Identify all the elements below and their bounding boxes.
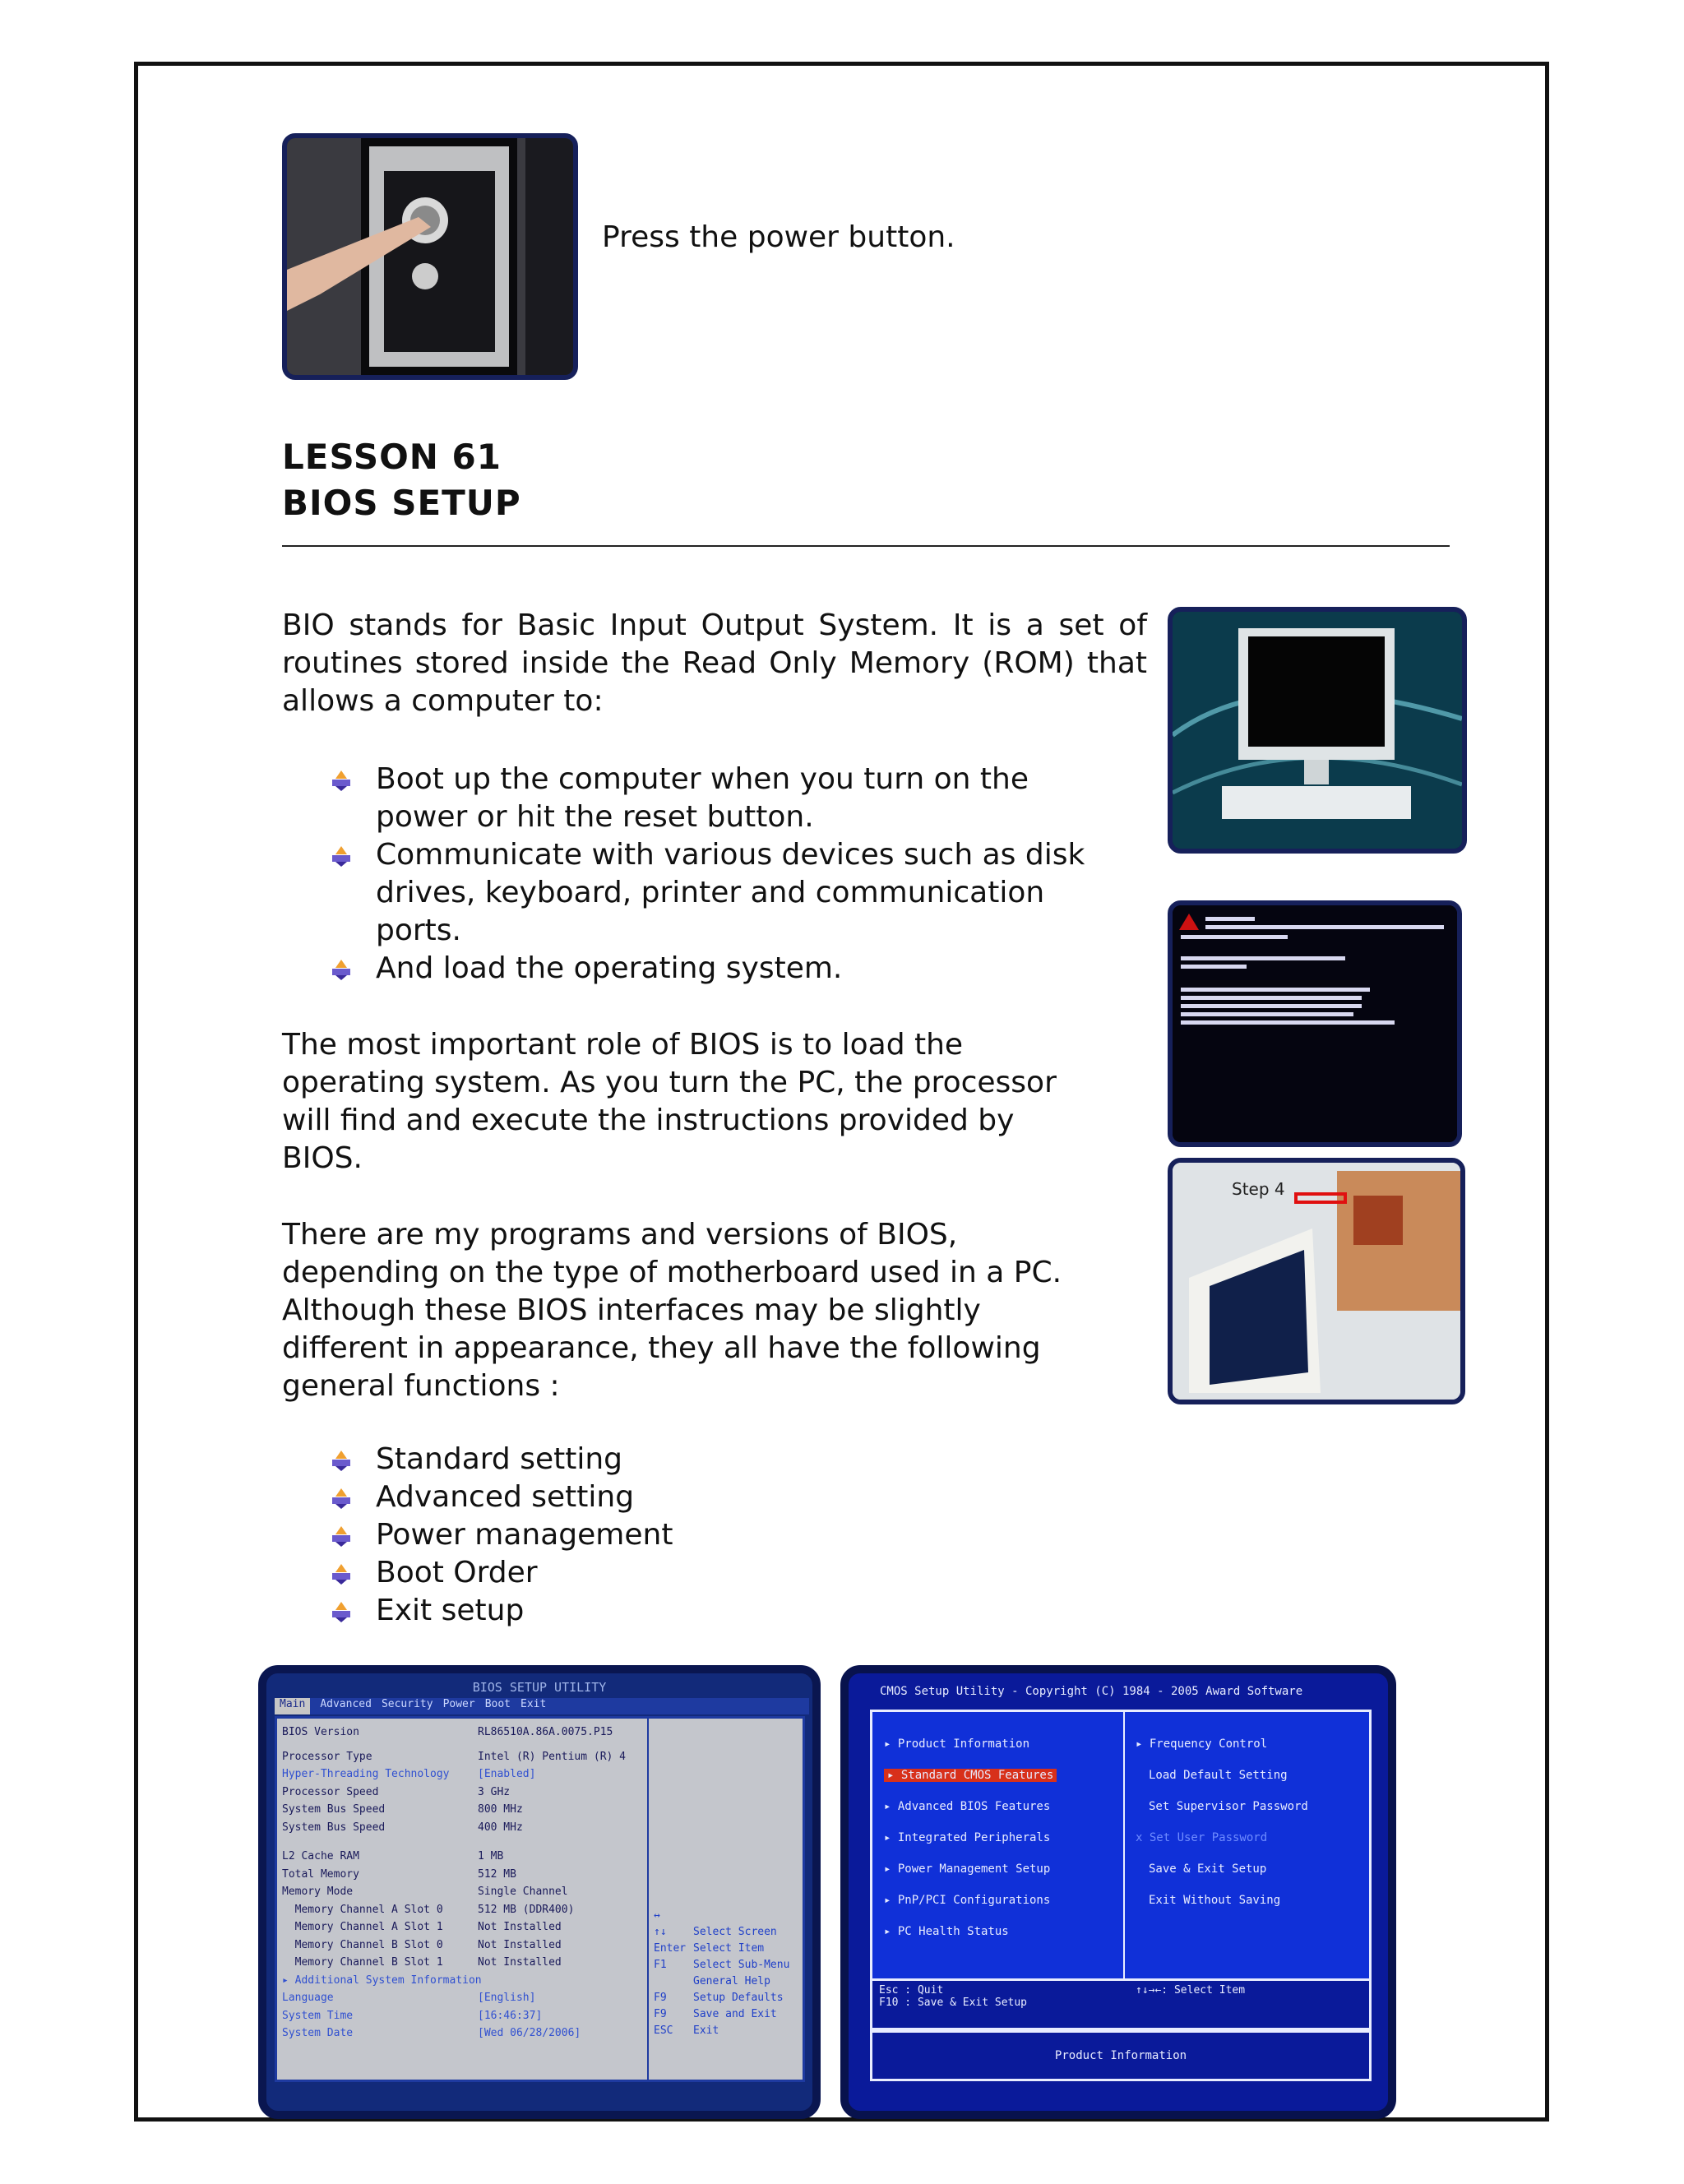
cmos-menu-item[interactable]: x Set User Password [1136,1831,1268,1844]
row-value: Not Installed [478,1921,562,1933]
row-label: Memory Channel B Slot 1 [282,1956,443,1969]
bullet-icon [329,1525,354,1548]
row-value: Not Installed [478,1938,562,1951]
row-value: Single Channel [478,1886,568,1898]
row-label[interactable]: Language [282,1992,334,2004]
row-value: RL86510A.86A.0075.P15 [478,1726,613,1738]
row-value: 400 MHz [478,1821,523,1834]
cmos-menu-item[interactable]: Set Supervisor Password [1149,1800,1308,1813]
lesson-title: BIOS SETUP [282,483,521,523]
top-caption: Press the power button. [602,220,955,254]
list-item: Advanced setting [329,1478,673,1516]
lesson-heading [282,434,521,526]
row-value[interactable]: [Wed 06/28/2006] [478,2027,581,2039]
row-label: Processor Type [282,1750,372,1763]
row-value[interactable]: [English] [478,1992,536,2004]
cmos-menu-item[interactable]: ▸ Frequency Control [1136,1737,1268,1751]
row-label: Memory Channel A Slot 1 [282,1921,443,1933]
row-value: 512 MB [478,1867,516,1881]
motherboard-step-photo [1168,1158,1465,1404]
bios-setup-utility-screenshot [258,1665,821,2119]
row-value: Not Installed [478,1956,562,1969]
list-item: Power management [329,1516,673,1554]
cmos-menu-panel [870,1710,1372,1981]
row-value: 800 MHz [478,1803,523,1816]
tab-security[interactable]: Security [381,1698,433,1710]
bullet-icon [329,1562,354,1585]
row-value[interactable]: [Enabled] [478,1768,536,1780]
row-label[interactable]: Hyper-Threading Technology [282,1768,450,1780]
row-value: 1 MB [478,1850,504,1862]
list-item: Boot Order [329,1554,673,1592]
row-label: Total Memory [282,1867,359,1881]
cmos-status-bar: Product Information [870,2030,1372,2081]
list-item: Standard setting [329,1441,673,1478]
cmos-menu-item[interactable]: ▸ PC Health Status [884,1925,1009,1938]
bios-role-paragraph: The most important role of BIOS is to load the operating system. As you turn the PC, the processor will find and execute the instructions provided by BIOS. [282,1028,1057,1175]
bios-tabbar [275,1698,809,1714]
cmos-menu-item[interactable]: Exit Without Saving [1149,1894,1281,1907]
tab-main[interactable]: Main [275,1698,310,1714]
heading-divider [282,545,1450,547]
intro-paragraph: BIO stands for Basic Input Output System. It is a set of routines stored inside the Read Only Memory (ROM) that allows a computer to: [282,608,1147,718]
tab-advanced[interactable]: Advanced [320,1698,372,1710]
cmos-menu-item[interactable]: ▸ Product Information [884,1737,1030,1751]
cmos-key-footer: Esc : Quit F10 : Save & Exit Setup ↑↓→←: Select Item [870,1979,1372,2030]
row-label: Processor Speed [282,1785,379,1798]
row-label: System Bus Speed [282,1821,386,1834]
bios-key-help: ↔ ↑↓ Select Screen Enter Select Item F1 Select Sub-Menu General Help F9 Setup Defaults F9 Save and Exit ESC Exit [654,1909,790,2037]
cmos-menu-item[interactable]: ▸ Advanced BIOS Features [884,1800,1051,1813]
list-item: Communicate with various devices such as disk drives, keyboard, printer and communication ports. [329,836,1110,950]
cmos-menu-item[interactable]: Load Default Setting [1149,1769,1288,1782]
lesson-number: LESSON 61 [282,437,502,477]
bios-info-rows [282,1724,644,2043]
bullet-icon [329,958,354,981]
bios-post-screen-photo [1168,900,1462,1147]
bios-help-column [647,1719,649,2080]
row-label[interactable]: System Date [282,2027,354,2039]
row-value: 3 GHz [478,1785,511,1798]
bullet-icon [329,1487,354,1510]
bullet-icon [329,844,354,868]
cmos-divider [1123,1712,1125,1978]
computer-monitor-photo [1168,607,1467,854]
cmos-title: CMOS Setup Utility - Copyright (C) 1984 - 2005 Award Software [880,1685,1303,1698]
row-label: Memory Channel B Slot 0 [282,1938,443,1951]
list-item: Boot up the computer when you turn on the power or hit the reset button. [329,761,1110,836]
row-label: BIOS Version [282,1726,359,1738]
tab-exit[interactable]: Exit [520,1698,547,1710]
step-label: Step 4 [1232,1179,1285,1199]
cmos-menu-item[interactable]: ▸ Power Management Setup [884,1862,1051,1876]
row-label: L2 Cache RAM [282,1850,359,1862]
bios-functions-list [329,761,1110,988]
cmos-menu-item[interactable]: Save & Exit Setup [1149,1862,1267,1876]
bullet-icon [329,1600,354,1623]
row-label[interactable]: ▸ Additional System Information [282,1973,482,1987]
row-label: Memory Channel A Slot 0 [282,1903,443,1916]
cmos-right-menu [1136,1728,1308,1916]
row-label[interactable]: System Time [282,2009,354,2022]
cmos-menu-item-selected[interactable]: ▸ Standard CMOS Features [884,1760,1057,1791]
bios-versions-paragraph: There are my programs and versions of BIOS, depending on the type of motherboard used in a PC. Although these BIOS interfaces may be slightly different in appearance, they all have the following general functions : [282,1218,1062,1403]
row-label: System Bus Speed [282,1803,386,1816]
bios-title: BIOS SETUP UTILITY [472,1680,607,1695]
cmos-left-menu [884,1728,1057,1947]
cmos-setup-utility-screenshot [840,1665,1396,2119]
row-value[interactable]: [16:46:37] [478,2009,543,2022]
cmos-menu-item[interactable]: ▸ PnP/PCI Configurations [884,1894,1051,1907]
general-functions-list [329,1441,673,1630]
bullet-icon [329,769,354,792]
tab-power[interactable]: Power [442,1698,475,1710]
list-item: Exit setup [329,1592,673,1630]
cmos-menu-item[interactable]: ▸ Integrated Peripherals [884,1831,1051,1844]
bullet-icon [329,1449,354,1472]
row-value: Intel (R) Pentium (R) 4 [478,1750,627,1763]
list-item: And load the operating system. [329,950,1110,988]
row-label: Memory Mode [282,1886,354,1898]
tab-boot[interactable]: Boot [484,1698,511,1710]
bios-main-panel [275,1716,805,2082]
row-value: 512 MB (DDR400) [478,1903,575,1916]
power-button-photo [282,133,578,380]
